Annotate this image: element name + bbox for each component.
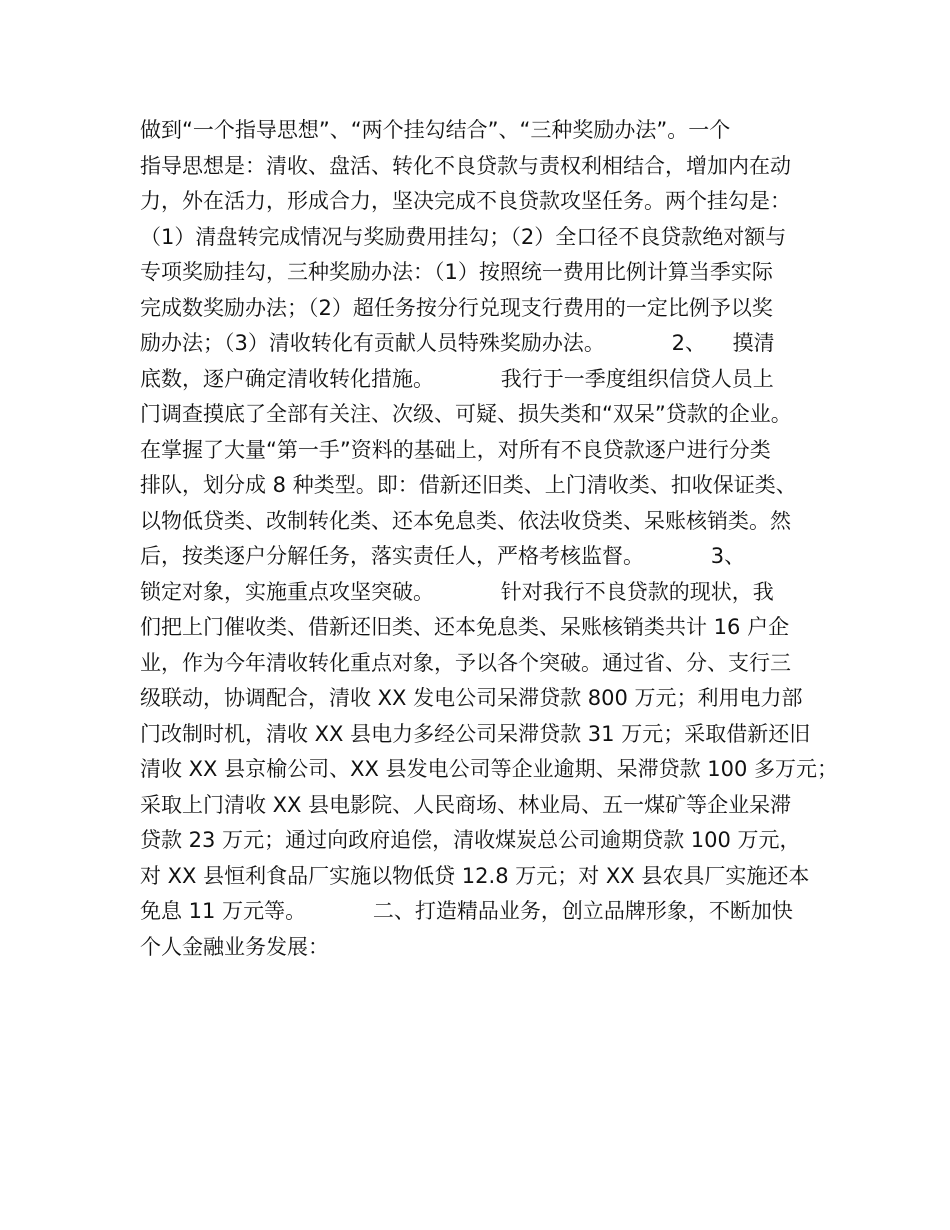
text-line: 排队，划分成 8 种类型。即：借新还旧类、上门清收类、扣收保证类、 — [140, 473, 797, 497]
text-line: 采取上门清收 XX 县电影院、人民商场、林业局、五一煤矿等企业呆滞 — [140, 792, 792, 817]
text-line: 们把上门催收类、借新还旧类、还本免息类、呆账核销类共计 16 户企 — [140, 615, 790, 639]
text-line: 完成数奖励办法；（2）超任务按分行兑现支行费用的一定比例予以奖 — [140, 295, 773, 320]
text-line: 贷款 23 万元；通过向政府追偿，清收煤炭总公司逾期贷款 100 万元， — [140, 828, 801, 852]
text-line: 门调查摸底了全部有关注、次级、可疑、损失类和“双呆”贷款的企业。 — [140, 402, 792, 426]
text-line: 级联动，协调配合，清收 XX 发电公司呆滞贷款 800 万元；利用电力部 — [140, 686, 803, 710]
text-line: （1）清盘转完成情况与奖励费用挂勾；（2）全口径不良贷款绝对额与 — [140, 224, 787, 249]
text-line: 专项奖励挂勾，三种奖励办法：（1）按照统一费用比例计算当季实际 — [140, 260, 773, 284]
text-line: 做到“一个指导思想”、“两个挂勾结合”、“三种奖励办法”。一个 — [140, 118, 731, 142]
text-line: 力，外在活力，形成合力，坚决完成不良贷款攻坚任务。两个挂勾是： — [140, 189, 791, 213]
text-line: 后，按类逐户分解任务，落实责任人，严格考核监督。 3、 — [140, 544, 746, 568]
text-line: 底数，逐户确定清收转化措施。 我行于一季度组织信贷人员上 — [140, 366, 774, 391]
text-line: 清收 XX 县京榆公司、XX 县发电公司等企业逾期、呆滞贷款 100 多万元； — [140, 757, 839, 781]
text-line: 指导思想是：清收、盘活、转化不良贷款与责权利相结合，增加内在动 — [140, 153, 791, 178]
body-text — [140, 113, 940, 965]
text-line: 在掌握了大量“第一手”资料的基础上，对所有不良贷款逐户进行分类 — [140, 437, 771, 462]
text-line: 励办法；（3）清收转化有贡献人员特殊奖励办法。 2、 摸清 — [140, 331, 775, 355]
text-line: 对 XX 县恒利食品厂实施以物低贷 12.8 万元；对 XX 县农具厂实施还本 — [140, 863, 810, 888]
text-line: 锁定对象，实施重点攻坚突破。 针对我行不良贷款的现状，我 — [140, 579, 774, 604]
text-line: 业，作为今年清收转化重点对象，予以各个突破。通过省、分、支行三 — [140, 650, 791, 675]
text-line: 个人金融业务发展： — [140, 934, 329, 959]
text-line: 门改制时机，清收 XX 县电力多经公司呆滞贷款 31 万元；采取借新还旧 — [140, 721, 811, 746]
text-line: 免息 11 万元等。 二、打造精品业务，创立品牌形象，不断加快 — [140, 899, 793, 923]
text-line: 以物低贷类、改制转化类、还本免息类、依法收贷类、呆账核销类。然 — [140, 508, 791, 533]
